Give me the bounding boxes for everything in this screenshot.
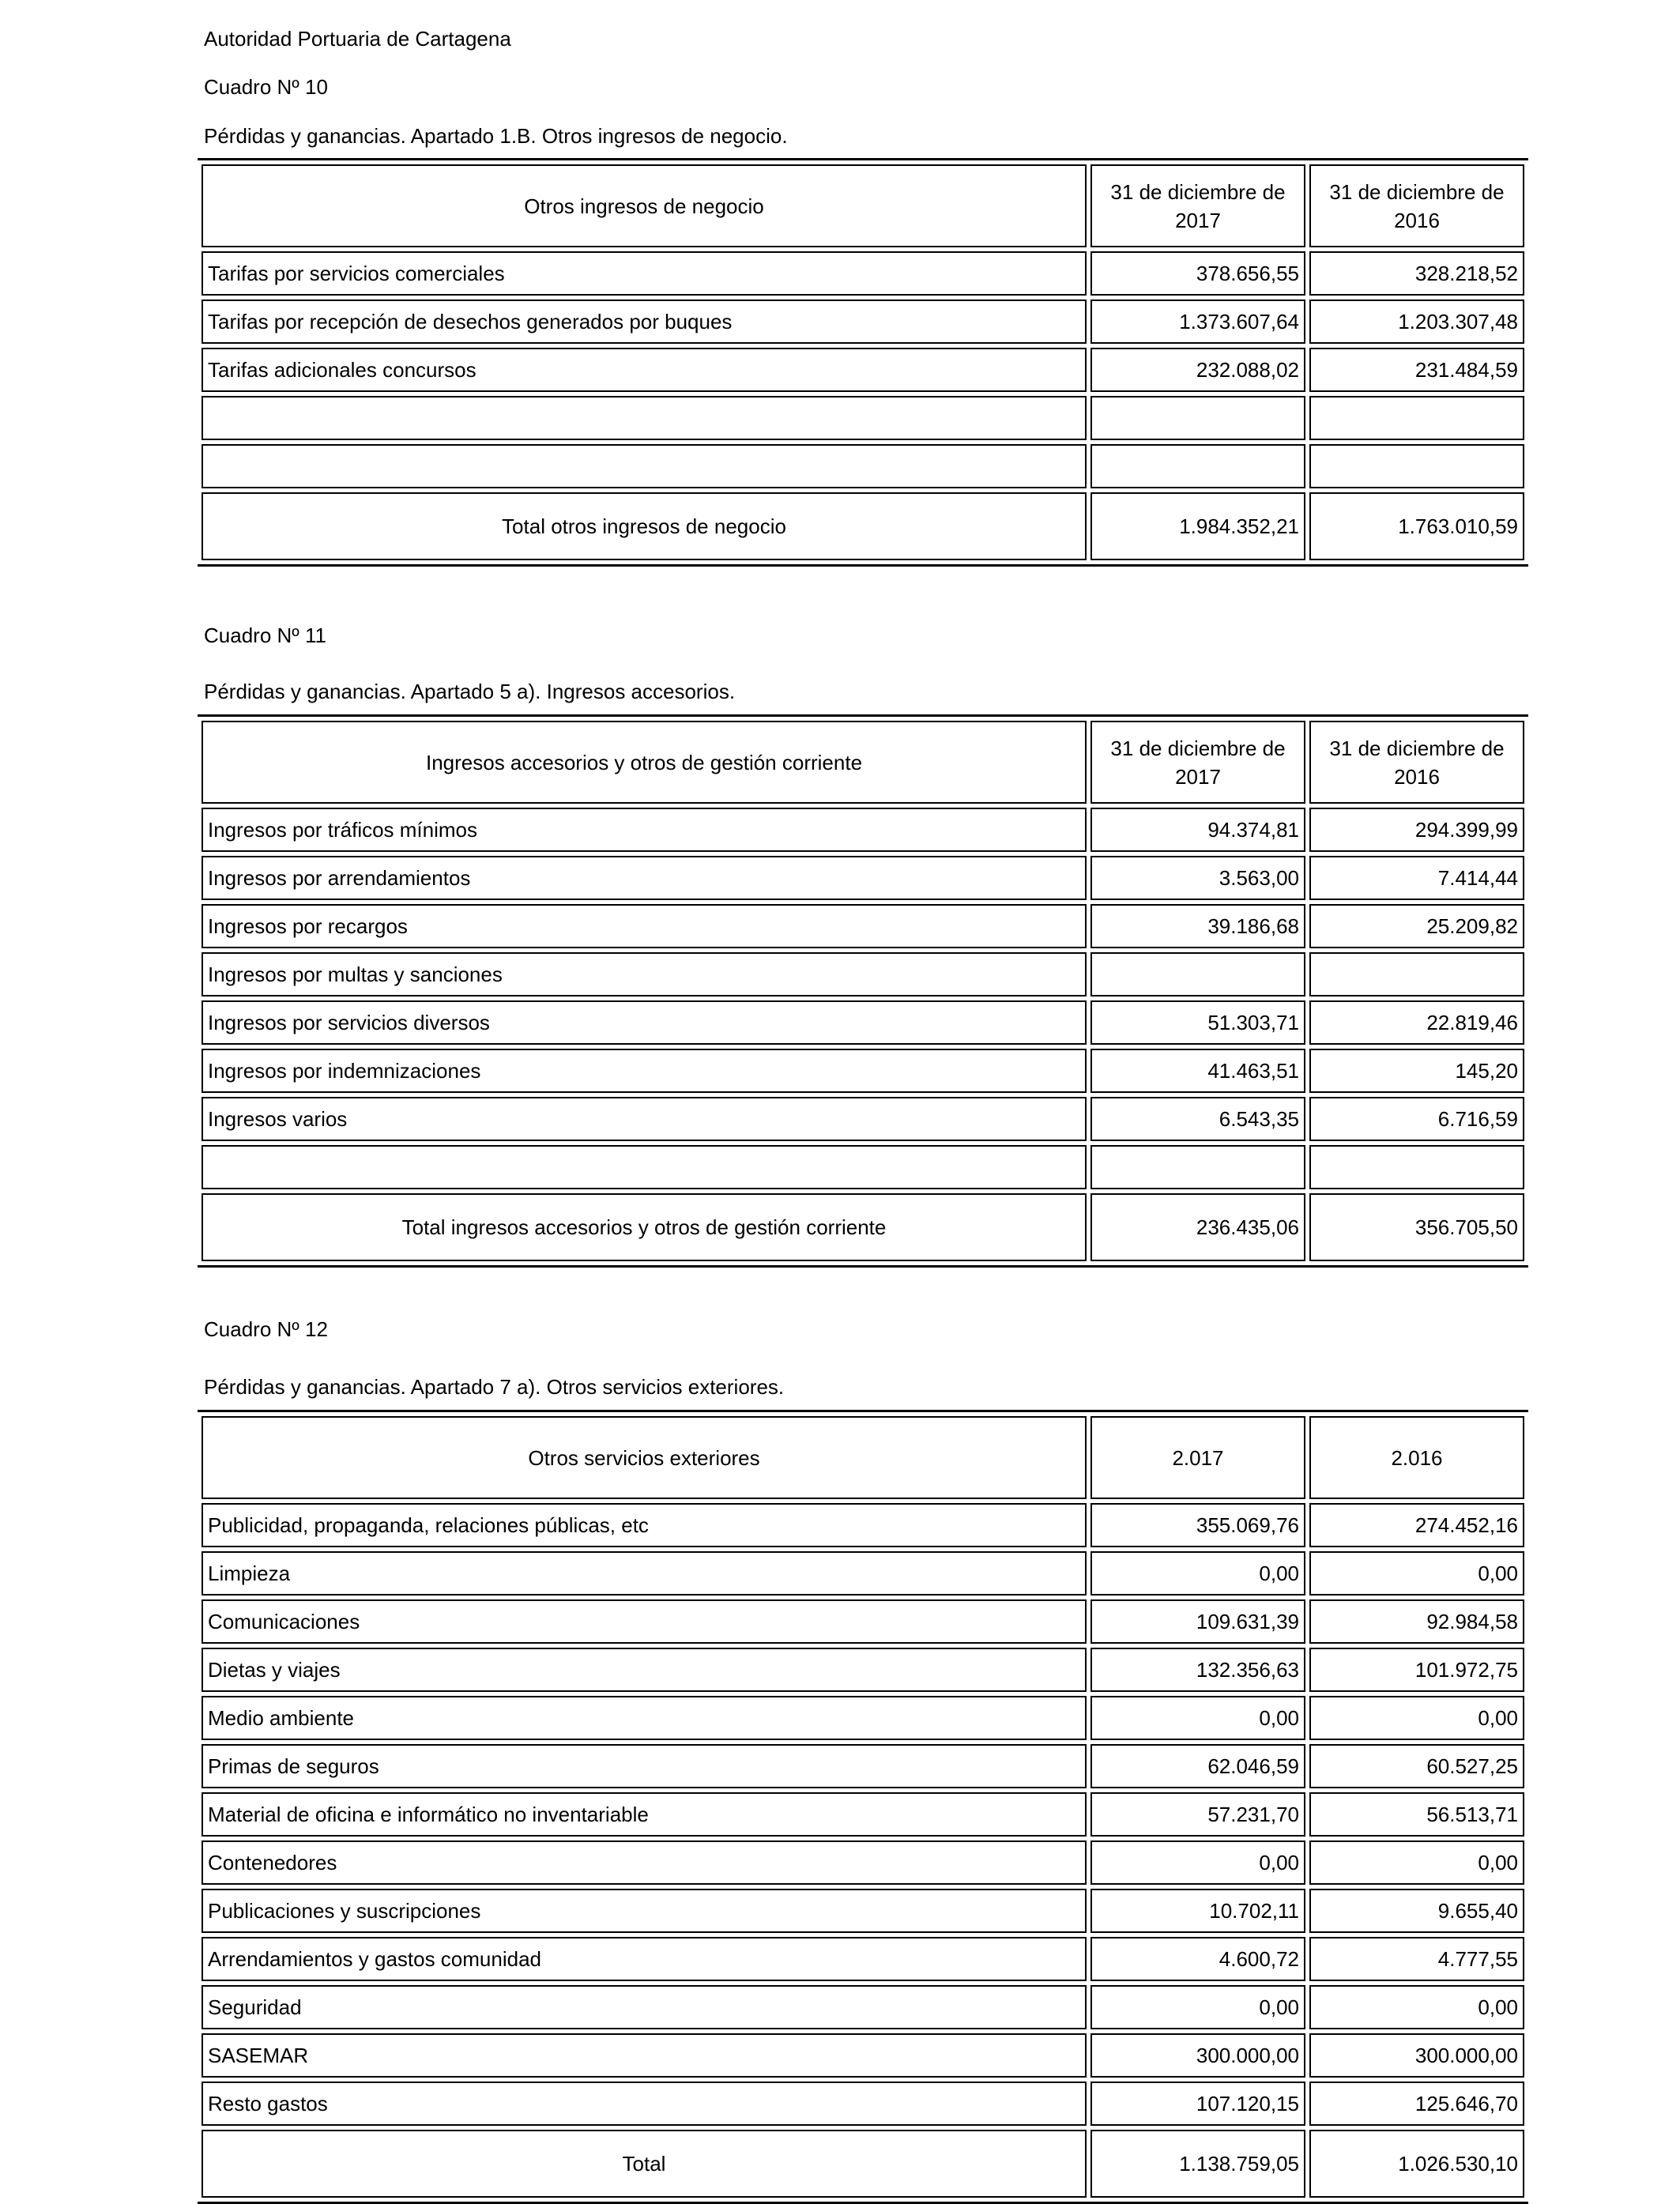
row-label-cell: Total ingresos accesorios y otros de gestión corriente bbox=[202, 1193, 1087, 1261]
value-2017-cell: 3.563,00 bbox=[1090, 856, 1305, 900]
row-label-cell: Total otros ingresos de negocio bbox=[202, 492, 1087, 560]
table-row bbox=[202, 1097, 1524, 1141]
value-2017-cell bbox=[1090, 396, 1305, 440]
value-2016-cell: 31 de diciembre de 2016 bbox=[1309, 164, 1524, 247]
value-2016-cell: 1.203.307,48 bbox=[1309, 300, 1524, 344]
cuadro11-table bbox=[198, 714, 1528, 1268]
value-2017-cell: 107.120,15 bbox=[1090, 2082, 1305, 2126]
value-2016-cell: 300.000,00 bbox=[1309, 2033, 1524, 2078]
value-2016-cell bbox=[1309, 952, 1524, 997]
value-2016-cell: 1.763.010,59 bbox=[1309, 492, 1524, 560]
row-label-cell: Ingresos por multas y sanciones bbox=[202, 952, 1087, 997]
value-2016-cell: 0,00 bbox=[1309, 1696, 1524, 1740]
value-2016-cell: 56.513,71 bbox=[1309, 1792, 1524, 1837]
table-row bbox=[202, 1648, 1524, 1692]
row-label-cell: Ingresos accesorios y otros de gestión corriente bbox=[202, 721, 1087, 804]
row-label-cell: Otros servicios exteriores bbox=[202, 1416, 1087, 1499]
row-label-cell: Contenedores bbox=[202, 1840, 1087, 1885]
value-2016-cell: 0,00 bbox=[1309, 1840, 1524, 1885]
value-2017-cell: 62.046,59 bbox=[1090, 1744, 1305, 1788]
value-2016-cell: 0,00 bbox=[1309, 1551, 1524, 1596]
cuadro10-caption: Pérdidas y ganancias. Apartado 1.B. Otros ingresos de negocio. bbox=[204, 124, 788, 148]
cuadro12-table bbox=[198, 1410, 1528, 2204]
row-label-cell: Ingresos por tráficos mínimos bbox=[202, 808, 1087, 852]
table-header-row bbox=[202, 1416, 1524, 1499]
row-label-cell: Publicidad, propaganda, relaciones públicas, etc bbox=[202, 1503, 1087, 1547]
table-row bbox=[202, 1145, 1524, 1189]
value-2016-cell: 125.646,70 bbox=[1309, 2082, 1524, 2126]
row-label-cell: Tarifas por recepción de desechos generados por buques bbox=[202, 300, 1087, 344]
value-2017-cell: 378.656,55 bbox=[1090, 251, 1305, 296]
table-row bbox=[202, 1840, 1524, 1885]
table-header-row bbox=[202, 164, 1524, 247]
table-row bbox=[202, 396, 1524, 440]
organization-name: Autoridad Portuaria de Cartagena bbox=[204, 27, 511, 51]
value-2017-cell: 1.138.759,05 bbox=[1090, 2130, 1305, 2198]
table-header-row bbox=[202, 721, 1524, 804]
row-label-cell: Material de oficina e informático no inventariable bbox=[202, 1792, 1087, 1837]
value-2017-cell: 57.231,70 bbox=[1090, 1792, 1305, 1837]
table-row bbox=[202, 1744, 1524, 1788]
value-2016-cell: 22.819,46 bbox=[1309, 1000, 1524, 1045]
value-2016-cell: 328.218,52 bbox=[1309, 251, 1524, 296]
table-row bbox=[202, 1503, 1524, 1547]
table-row bbox=[202, 1000, 1524, 1045]
value-2016-cell: 31 de diciembre de 2016 bbox=[1309, 721, 1524, 804]
value-2017-cell: 6.543,35 bbox=[1090, 1097, 1305, 1141]
value-2017-cell: 232.088,02 bbox=[1090, 348, 1305, 392]
table-row bbox=[202, 444, 1524, 488]
cuadro10-table bbox=[198, 158, 1528, 567]
value-2016-cell bbox=[1309, 1145, 1524, 1189]
value-2016-cell bbox=[1309, 396, 1524, 440]
row-label-cell: Arrendamientos y gastos comunidad bbox=[202, 1937, 1087, 1981]
value-2016-cell: 60.527,25 bbox=[1309, 1744, 1524, 1788]
table-row bbox=[202, 808, 1524, 852]
value-2017-cell: 132.356,63 bbox=[1090, 1648, 1305, 1692]
row-label-cell: Ingresos varios bbox=[202, 1097, 1087, 1141]
value-2016-cell: 356.705,50 bbox=[1309, 1193, 1524, 1261]
value-2017-cell: 2.017 bbox=[1090, 1416, 1305, 1499]
table-row bbox=[202, 1937, 1524, 1981]
value-2016-cell: 2.016 bbox=[1309, 1416, 1524, 1499]
table-row bbox=[202, 904, 1524, 948]
cuadro12-number: Cuadro Nº 12 bbox=[204, 1317, 328, 1341]
table-total-row bbox=[202, 1193, 1524, 1261]
table-row bbox=[202, 2082, 1524, 2126]
value-2017-cell: 51.303,71 bbox=[1090, 1000, 1305, 1045]
cuadro12-caption: Pérdidas y ganancias. Apartado 7 a). Otros servicios exteriores. bbox=[204, 1375, 785, 1399]
value-2016-cell: 25.209,82 bbox=[1309, 904, 1524, 948]
table-row bbox=[202, 348, 1524, 392]
row-label-cell: Primas de seguros bbox=[202, 1744, 1087, 1788]
value-2017-cell: 31 de diciembre de 2017 bbox=[1090, 721, 1305, 804]
value-2017-cell: 94.374,81 bbox=[1090, 808, 1305, 852]
row-label-cell: Total bbox=[202, 2130, 1087, 2198]
table-row bbox=[202, 1696, 1524, 1740]
value-2016-cell: 145,20 bbox=[1309, 1049, 1524, 1093]
table-row bbox=[202, 251, 1524, 296]
value-2017-cell bbox=[1090, 444, 1305, 488]
value-2017-cell: 236.435,06 bbox=[1090, 1193, 1305, 1261]
row-label-cell: Tarifas adicionales concursos bbox=[202, 348, 1087, 392]
value-2017-cell bbox=[1090, 952, 1305, 997]
table-total-row bbox=[202, 492, 1524, 560]
value-2016-cell: 6.716,59 bbox=[1309, 1097, 1524, 1141]
cuadro10-number: Cuadro Nº 10 bbox=[204, 75, 328, 99]
row-label-cell: Ingresos por servicios diversos bbox=[202, 1000, 1087, 1045]
row-label-cell bbox=[202, 1145, 1087, 1189]
value-2016-cell: 294.399,99 bbox=[1309, 808, 1524, 852]
value-2016-cell: 101.972,75 bbox=[1309, 1648, 1524, 1692]
table-row bbox=[202, 1551, 1524, 1596]
row-label-cell: Seguridad bbox=[202, 1985, 1087, 2029]
value-2016-cell: 1.026.530,10 bbox=[1309, 2130, 1524, 2198]
value-2017-cell: 0,00 bbox=[1090, 1840, 1305, 1885]
value-2017-cell: 300.000,00 bbox=[1090, 2033, 1305, 2078]
table-row bbox=[202, 2033, 1524, 2078]
value-2017-cell: 31 de diciembre de 2017 bbox=[1090, 164, 1305, 247]
row-label-cell: Limpieza bbox=[202, 1551, 1087, 1596]
cuadro11-number: Cuadro Nº 11 bbox=[204, 624, 326, 647]
value-2016-cell: 0,00 bbox=[1309, 1985, 1524, 2029]
value-2016-cell: 9.655,40 bbox=[1309, 1889, 1524, 1933]
value-2016-cell: 92.984,58 bbox=[1309, 1599, 1524, 1644]
value-2017-cell: 0,00 bbox=[1090, 1985, 1305, 2029]
value-2017-cell: 1.984.352,21 bbox=[1090, 492, 1305, 560]
value-2017-cell: 41.463,51 bbox=[1090, 1049, 1305, 1093]
table-row bbox=[202, 856, 1524, 900]
row-label-cell: Ingresos por indemnizaciones bbox=[202, 1049, 1087, 1093]
row-label-cell: Tarifas por servicios comerciales bbox=[202, 251, 1087, 296]
value-2017-cell bbox=[1090, 1145, 1305, 1189]
value-2017-cell: 355.069,76 bbox=[1090, 1503, 1305, 1547]
value-2017-cell: 109.631,39 bbox=[1090, 1599, 1305, 1644]
row-label-cell: Ingresos por arrendamientos bbox=[202, 856, 1087, 900]
row-label-cell: Ingresos por recargos bbox=[202, 904, 1087, 948]
value-2016-cell bbox=[1309, 444, 1524, 488]
value-2016-cell: 274.452,16 bbox=[1309, 1503, 1524, 1547]
row-label-cell: Comunicaciones bbox=[202, 1599, 1087, 1644]
value-2017-cell: 4.600,72 bbox=[1090, 1937, 1305, 1981]
table-row bbox=[202, 1889, 1524, 1933]
row-label-cell: Medio ambiente bbox=[202, 1696, 1087, 1740]
value-2017-cell: 10.702,11 bbox=[1090, 1889, 1305, 1933]
value-2017-cell: 1.373.607,64 bbox=[1090, 300, 1305, 344]
table-row bbox=[202, 1792, 1524, 1837]
value-2017-cell: 0,00 bbox=[1090, 1551, 1305, 1596]
value-2017-cell: 0,00 bbox=[1090, 1696, 1305, 1740]
table-total-row bbox=[202, 2130, 1524, 2198]
row-label-cell: Dietas y viajes bbox=[202, 1648, 1087, 1692]
table-row bbox=[202, 1049, 1524, 1093]
table-row bbox=[202, 952, 1524, 997]
row-label-cell: Publicaciones y suscripciones bbox=[202, 1889, 1087, 1933]
value-2016-cell: 7.414,44 bbox=[1309, 856, 1524, 900]
value-2016-cell: 4.777,55 bbox=[1309, 1937, 1524, 1981]
row-label-cell: SASEMAR bbox=[202, 2033, 1087, 2078]
value-2016-cell: 231.484,59 bbox=[1309, 348, 1524, 392]
row-label-cell: Otros ingresos de negocio bbox=[202, 164, 1087, 247]
row-label-cell: Resto gastos bbox=[202, 2082, 1087, 2126]
row-label-cell bbox=[202, 444, 1087, 488]
value-2017-cell: 39.186,68 bbox=[1090, 904, 1305, 948]
cuadro11-caption: Pérdidas y ganancias. Apartado 5 a). Ingresos accesorios. bbox=[204, 680, 736, 703]
row-label-cell bbox=[202, 396, 1087, 440]
table-row bbox=[202, 1985, 1524, 2029]
table-row bbox=[202, 300, 1524, 344]
table-row bbox=[202, 1599, 1524, 1644]
